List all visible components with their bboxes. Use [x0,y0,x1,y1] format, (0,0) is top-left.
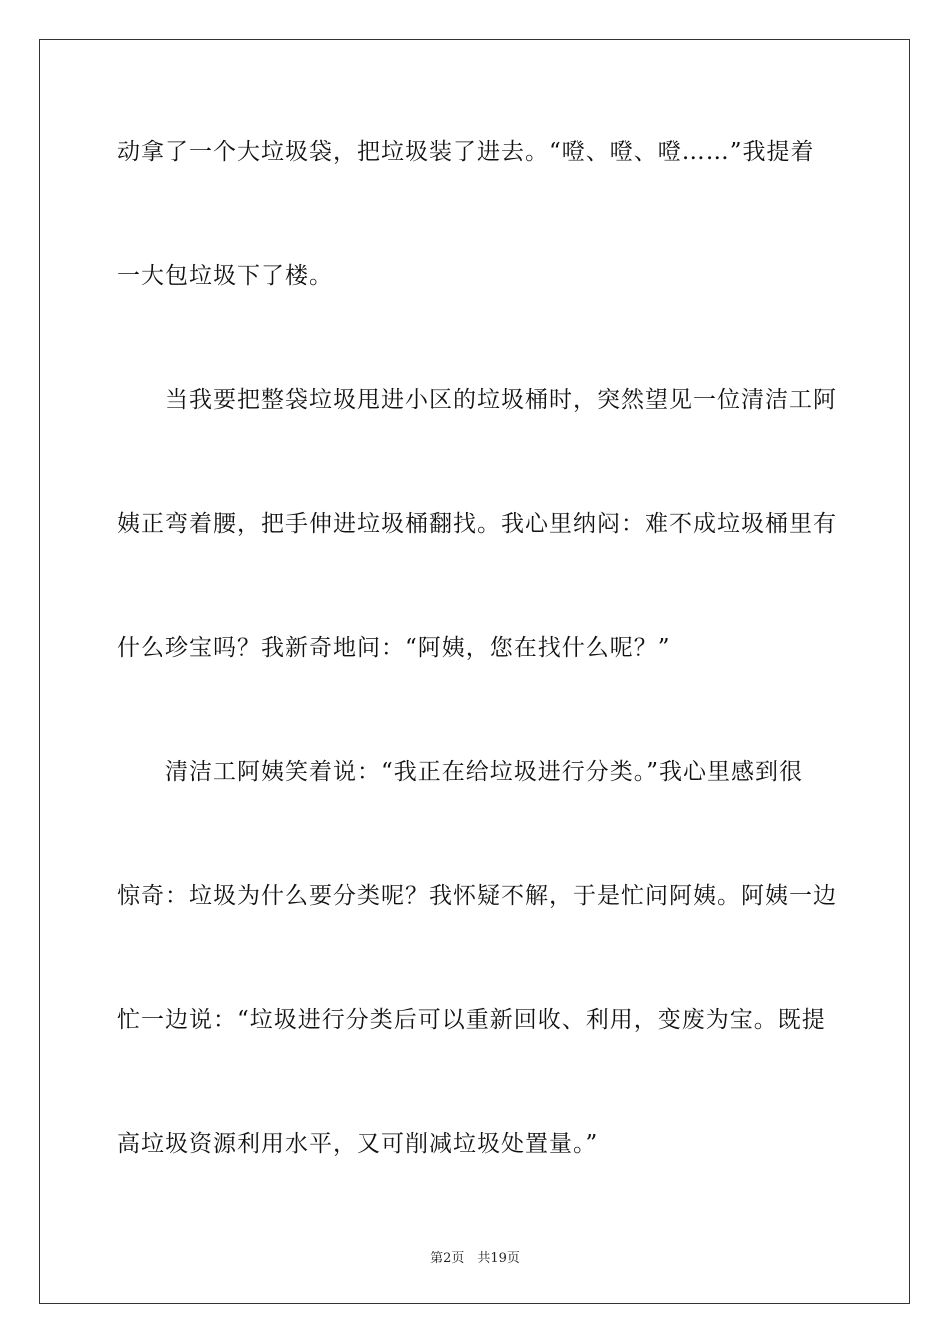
text-line: 惊奇：垃圾为什么要分类呢？我怀疑不解，于是忙问阿姨。阿姨一边 [117,883,837,909]
text-line: 什么珍宝吗？我新奇地问：“阿姨，您在找什么呢？” [117,635,671,661]
paragraph-start-line: 当我要把整袋垃圾甩进小区的垃圾桶时，突然望见一位清洁工阿 [165,387,837,413]
text-line: 一大包垃圾下了楼。 [117,263,333,289]
text-line: 忙一边说：“垃圾进行分类后可以重新回收、利用，变废为宝。既提 [117,1007,826,1033]
page-number-footer: 第2页 共19页 [430,1251,520,1266]
paragraph-start-line: 清洁工阿姨笑着说：“我正在给垃圾进行分类。”我心里感到很 [165,759,804,785]
text-line: 动拿了一个大垃圾袋，把垃圾装了进去。“噔、噔、噔……”我提着 [117,139,815,165]
page-border [39,39,910,1304]
text-line: 姨正弯着腰，把手伸进垃圾桶翻找。我心里纳闷：难不成垃圾桶里有 [117,511,837,537]
text-line: 高垃圾资源利用水平，又可削减垃圾处置量。” [117,1131,599,1157]
